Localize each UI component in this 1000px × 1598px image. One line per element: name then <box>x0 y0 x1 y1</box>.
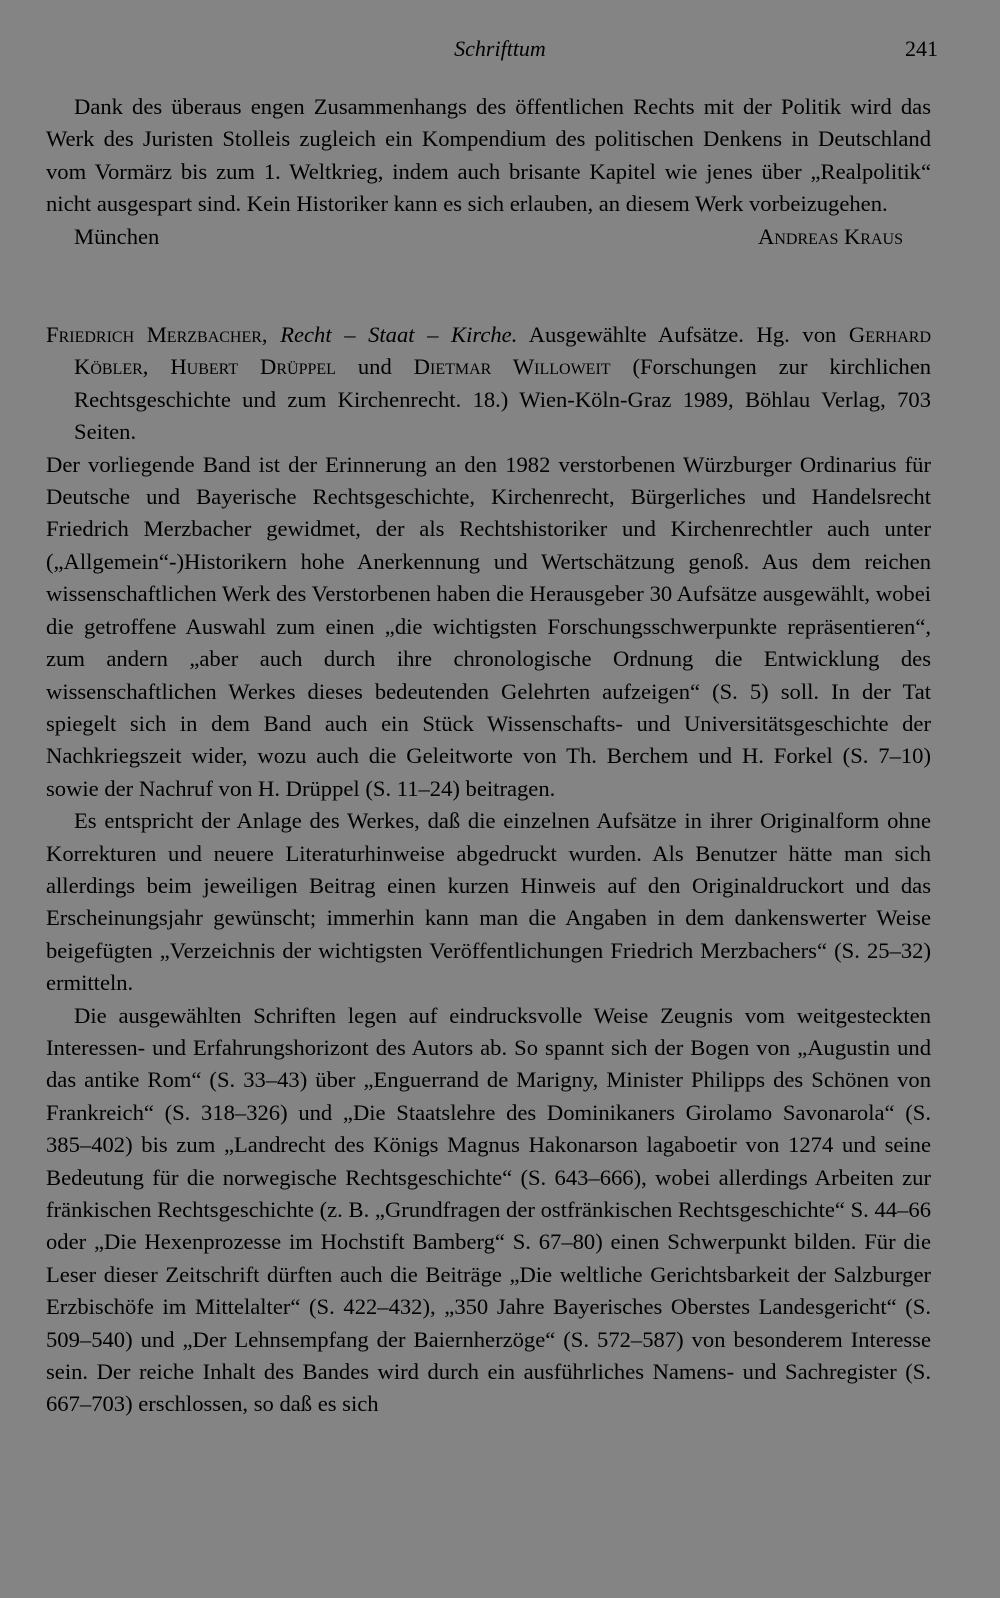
book-editor: Dietmar Willoweit <box>413 354 611 380</box>
series-and-imprint: (Forschungen zur kirchlichen Rechtsgeschichte und zum Kirchenrecht. 18.) Wien-Köln-Graz 1989, Böhlau Verlag, 703 Seiten. <box>74 354 932 445</box>
running-title: Schrifttum <box>454 36 546 61</box>
book-title: Recht – Staat – Kirche. <box>280 322 518 348</box>
review-paragraph: Der vorliegende Band ist der Erinnerung an den 1982 verstorbenen Würzburger Ordinarius für Deutsche und Bayerische Rechtsgeschichte, Kirchenrecht, Bürgerliches und Handelsrecht Friedrich Merzbacher gewidmet, der als Rechtshistoriker und Kirchenrechtler auch unter („Allgemein“-)Historikern hohe Anerkennung und Wertschätzung genoß. Aus dem reichen wissenschaftlichen Werk des Verstorbenen haben die Herausgeber 30 Aufsätze ausgewählt, wobei die getroffene Auswahl zum einen „die wichtigsten Forschungsschwerpunkte repräsentieren“, zum andern „aber auch durch ihre chronologische Ordnung die Entwicklung des wissenschaftlichen Werkes dieses bedeutenden Gelehrten aufzeigen“ (S. 5) soll. In der Tat spiegelt sich in dem Band auch ein Stück Wissenschafts- und Universitätsgeschichte der Nachkriegszeit wider, wozu auch die Geleitworte von Th. Berchem und H. Forkel (S. 7–10) sowie der Nachruf von H. Drüppel (S. 11–24) beitragen. <box>46 451 931 801</box>
review-place: München <box>74 223 160 249</box>
review-body <box>46 449 931 1421</box>
review-paragraph: Es entspricht der Anlage des Werkes, daß die einzelnen Aufsätze in ihrer Originalform ohne Korrekturen und neuere Literaturhinweise abgedruckt wurden. Als Benutzer hätte man sich allerdings beim jeweiligen Beitrag einen kurzen Hinweis auf den Originaldruckort und das Erscheinungsjahr gewünscht; immerhin kann man die Angaben in dem dankenswerter Weise beigefügten „Verzeichnis der wichtigsten Veröffentlichungen Friedrich Merzbachers“ (S. 25–32) ermitteln. <box>46 808 931 996</box>
review-bibliographic-heading <box>46 319 931 449</box>
book-subtitle: Ausgewählte Aufsätze. Hg. von <box>517 322 849 348</box>
book-author: Friedrich Merzbacher, <box>46 322 268 348</box>
page-number: 241 <box>905 36 938 61</box>
running-head <box>0 36 1000 70</box>
book-editor: Hubert Drüppel <box>170 354 336 380</box>
book-editor: Gerhard Köbler, <box>74 322 932 380</box>
body-text <box>46 91 931 1421</box>
previous-review-closing-paragraph: Dank des überaus engen Zusammenhangs des öffentlichen Rechts mit der Politik wird das Werk des Juristen Stolleis zugleich ein Kompendium des politischen Denkens in Deutschland vom Vormärz bis zum 1. Weltkrieg, indem auch brisante Kapitel wie jenes über „Realpolitik“ nicht ausgespart sind. Kein Historiker kann es sich erlauben, an diesem Werk vorbeizugehen. <box>46 94 931 217</box>
reviewer-name: Andreas Kraus <box>758 223 903 249</box>
previous-review-signature <box>46 221 931 253</box>
conjunction: und <box>335 354 414 380</box>
review-paragraph: Die ausgewählten Schriften legen auf eindrucksvolle Weise Zeugnis vom weitgesteckten Interessen- und Erfahrungshorizont des Autors ab. So spannt sich der Bogen von „Augustin und das antike Rom“ (S. 33–43) über „Enguerrand de Marigny, Minister Philipps des Schönen von Frankreich“ (S. 318–326) und „Die Staatslehre des Dominikaners Girolamo Savonarola“ (S. 385–402) bis zum „Landrecht des Königs Magnus Hakonarson lagaboetir von 1274 und seine Bedeutung für die norwegische Rechtsgeschichte“ (S. 643–666), wobei allerdings Arbeiten zur fränkischen Rechtsgeschichte (z. B. „Grundfragen der ostfränkischen Rechtsgeschichte“ S. 44–66 oder „Die Hexenprozesse im Hochstift Bamberg“ S. 67–80) einen Schwerpunkt bilden. Für die Leser dieser Zeitschrift dürften auch die Beiträge „Die weltliche Gerichtsbarkeit der Salzburger Erzbischöfe im Mittelalter“ (S. 422–432), „350 Jahre Bayerisches Oberstes Landesgericht“ (S. 509–540) und „Der Lehnsempfang der Baiernherzöge“ (S. 572–587) von besonderem Interesse sein. Der reiche Inhalt des Bandes wird durch ein ausführliches Namens- und Sachregister (S. 667–703) erschlossen, so daß es sich <box>46 1002 931 1417</box>
